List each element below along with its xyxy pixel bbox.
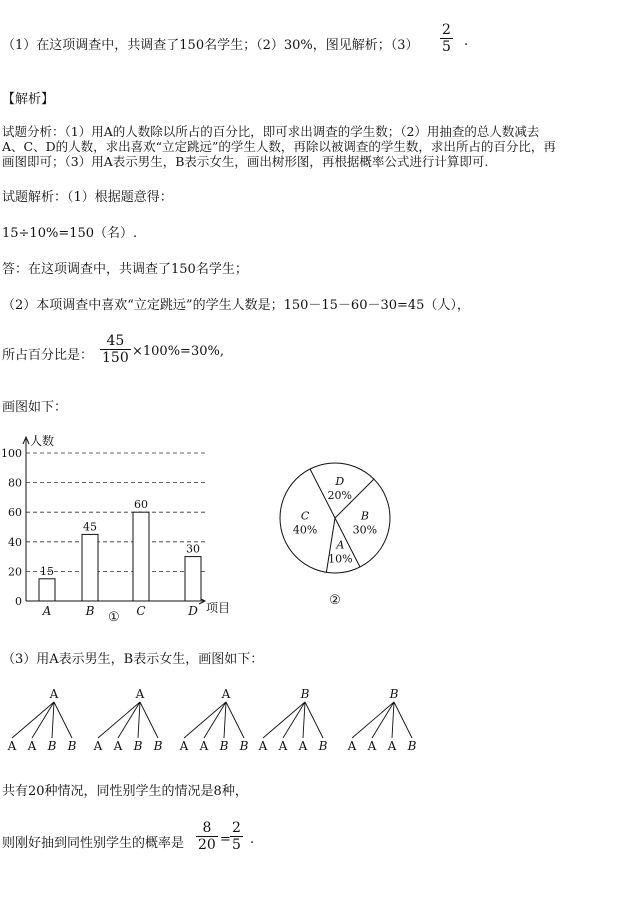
part-3-line: （3）用A表示男生，B表示女生，画图如下： (2, 652, 264, 667)
prob-prefix: 则刚好抽到同性别学生的概率是 (2, 836, 185, 851)
tree-branch (263, 702, 305, 738)
tree-branch (283, 702, 305, 738)
tree-leaf: A (93, 739, 103, 753)
tree-branch (372, 702, 394, 738)
tree-leaf: B (153, 739, 163, 753)
tree-branch (140, 702, 158, 738)
tree-branch (305, 702, 323, 738)
tree-branch (32, 702, 54, 738)
total-line: 共有20种情况，同性别学生的情况是8种， (2, 784, 248, 799)
answer-period: . (464, 34, 469, 49)
bar-value-label: 15 (40, 564, 54, 578)
tree-branch (224, 702, 226, 738)
part-2-line: （2）本项调查中喜欢“立定跳远”的学生人数是；150－15－60－30=45（人）， (2, 298, 470, 313)
bar-category-label: A (42, 604, 52, 618)
pie-slice-percent: 20% (327, 489, 352, 503)
answer-text: （1）在这项调查中，共调查了150名学生；（2）30%，图见解析；（3） (2, 38, 419, 53)
tree-root: A (135, 687, 145, 701)
tree-branch (118, 702, 140, 738)
tree-leaf: A (278, 739, 288, 753)
answer-1: 答：在这项调查中，共调查了150名学生； (2, 262, 248, 277)
bar-chart-figure-label: ① (108, 610, 120, 625)
bar-C (133, 512, 149, 601)
pie-slice-percent: 30% (352, 523, 378, 537)
bar-category-label: C (136, 604, 146, 618)
fraction-numerator: 2 (442, 22, 451, 38)
bar-value-label: 30 (186, 542, 200, 556)
pie-chart-figure-label: ② (329, 593, 341, 608)
prob-fraction-2 (230, 820, 243, 853)
solution-intro: 试题解析：（1）根据题意得： (2, 190, 173, 205)
pie-slice-label: C (300, 509, 310, 523)
bar-y-tick-label: 100 (1, 447, 22, 460)
calc-line: 15÷10%=150（名）. (2, 226, 138, 241)
tree-leaf: A (113, 739, 123, 753)
tree-branch (226, 702, 244, 738)
pie-slice-label: A (336, 538, 345, 552)
percent-prefix: 所占百分比是： (2, 348, 94, 363)
tree-root: A (49, 687, 59, 701)
tree-leaf: B (67, 739, 77, 753)
tree-leaf: B (47, 739, 57, 753)
pie-slice-percent: 10% (328, 552, 353, 566)
analysis-line-1: 试题分析：（1）用A的人数除以所占的百分比，即可求出调查的学生数；（2）用抽查的总人数减去 (2, 124, 540, 139)
prob-denominator-1: 20 (198, 837, 216, 853)
tree-branch (352, 702, 394, 738)
bar-category-label: D (188, 604, 198, 618)
bar-y-tick-label: 60 (8, 506, 22, 520)
section-heading: 【解析】 (2, 92, 55, 107)
bar-y-tick-label: 20 (8, 565, 22, 579)
prob-numerator-2: 2 (232, 820, 241, 836)
bar-value-label: 45 (83, 520, 97, 534)
percent-numerator: 45 (106, 333, 125, 349)
bar-B (82, 534, 98, 601)
pie-slice-percent: 40% (292, 523, 318, 537)
tree-leaf: B (133, 739, 143, 753)
tree-leaf: A (258, 739, 268, 753)
fraction-denominator: 5 (442, 39, 451, 55)
percent-suffix: ×100%=30%, (132, 344, 224, 359)
tree-leaf: A (347, 739, 357, 753)
draw-label: 画图如下： (2, 400, 68, 415)
percent-denominator: 150 (102, 350, 129, 366)
tree-branch (394, 702, 412, 738)
tree-leaf: A (179, 739, 189, 753)
tree-branch (138, 702, 140, 738)
tree-leaf: B (219, 739, 229, 753)
bar-category-label: B (85, 604, 95, 618)
pie-slice-label: B (360, 509, 369, 523)
bar-y-tick-label: 40 (8, 535, 22, 549)
bar-y-tick-label: 80 (8, 476, 22, 490)
analysis-line-2: A、C、D的人数，求出喜欢“立定跳远”的学生人数，再除以被调查的学生数，求出所占的百分比，再 (2, 139, 556, 154)
tree-leaf: B (407, 739, 417, 753)
bar-chart-ylabel: 人数 (30, 434, 55, 448)
bar-A (39, 579, 55, 601)
prob-fraction-1 (196, 820, 218, 853)
answer-fraction (440, 22, 453, 55)
tree-branch (54, 702, 72, 738)
tree-branch (52, 702, 54, 738)
answer-line (2, 34, 419, 53)
tree-root: A (221, 687, 231, 701)
bar-chart (0, 425, 240, 625)
bar-y-tick-label: 0 (15, 595, 22, 608)
tree-leaf: B (318, 739, 328, 753)
tree-branch (204, 702, 226, 738)
tree-leaf: A (27, 739, 37, 753)
tree-diagram (0, 680, 440, 760)
tree-leaf: B (239, 739, 249, 753)
tree-branch (392, 702, 394, 738)
pie-slice-label: D (335, 475, 345, 489)
tree-branch (303, 702, 305, 738)
tree-leaf: A (387, 739, 397, 753)
analysis-line-3: 画图即可；（3）用A表示男生，B表示女生，画出树形图，再根据概率公式进行计算即可. (2, 154, 489, 169)
tree-branch (98, 702, 140, 738)
tree-leaf: A (367, 739, 377, 753)
tree-branch (12, 702, 54, 738)
pie-chart (265, 450, 405, 610)
tree-root: B (389, 687, 399, 701)
tree-leaf: A (199, 739, 209, 753)
prob-equals: = (220, 832, 231, 847)
bar-value-label: 60 (134, 498, 148, 512)
tree-leaf: A (298, 739, 308, 753)
percent-fraction (100, 333, 131, 366)
prob-denominator-2: 5 (232, 837, 241, 853)
tree-branch (184, 702, 226, 738)
prob-numerator-1: 8 (202, 820, 212, 836)
tree-root: B (300, 687, 310, 701)
prob-period: . (250, 832, 255, 847)
bar-D (185, 557, 201, 601)
tree-leaf: A (7, 739, 17, 753)
bar-chart-xlabel: 项目 (206, 601, 231, 615)
